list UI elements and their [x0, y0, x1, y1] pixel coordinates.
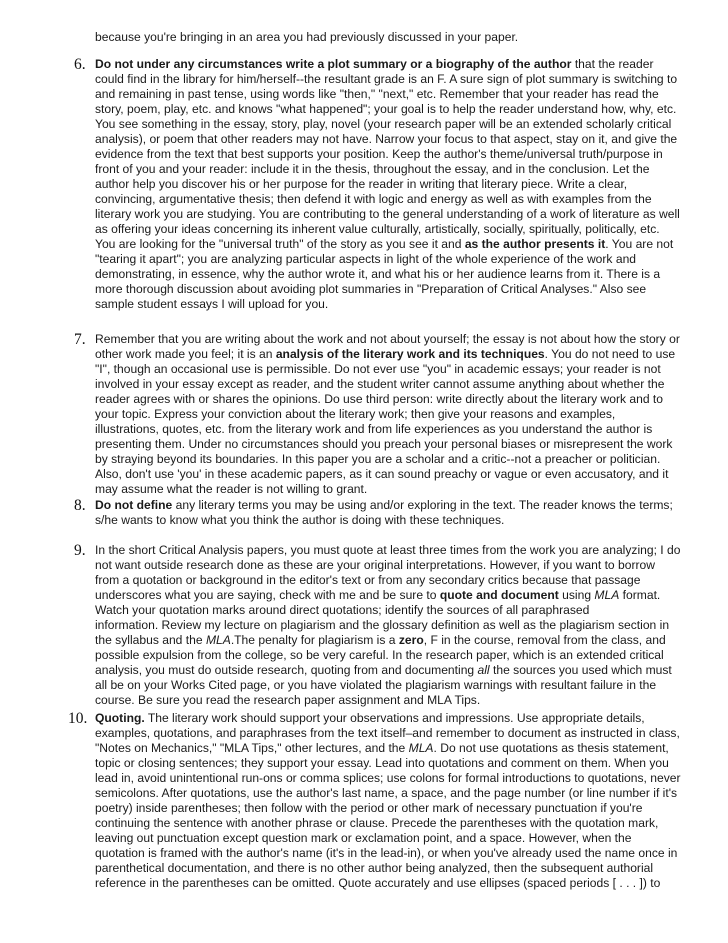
text-line — [95, 618, 685, 633]
text-line — [95, 801, 685, 816]
text-run: In the short Critical Analysis papers, you must quote at least three times from the work you are analyzing; I do — [95, 543, 681, 557]
text-run: s/he wants to know what you think the author is doing with these techniques. — [95, 513, 505, 527]
text-run: possible expulsion from the college, so be very careful. In the research paper, which is an extended critical — [95, 648, 664, 662]
text-line — [95, 347, 685, 362]
text-line — [95, 771, 685, 786]
text-line — [95, 603, 685, 618]
text-run: all be on your Works Cited page, or you have violated the plagiarism warnings with resultant failure in the — [95, 678, 657, 692]
item-number: 7. — [74, 331, 86, 348]
bold-text: Do not under any circumstances write a plot summary or a biography of the author — [95, 57, 572, 71]
text-line — [95, 648, 685, 663]
text-run: . You do not need to use — [544, 347, 676, 361]
text-line — [95, 72, 685, 87]
text-run: format. — [619, 588, 661, 602]
text-run: . You are not — [605, 237, 674, 251]
text-run: analysis), or poem that other readers may not have. Narrow your focus to that aspect, stay on it, and give the — [95, 132, 678, 146]
text-run: reference in the parentheses can be omitted. Quote accurately and use ellipses (spaced periods [ . . . ]) to — [95, 876, 661, 890]
text-line — [95, 87, 685, 102]
text-run: analysis, you must do outside research, quoting from and documenting — [95, 663, 478, 677]
item-body — [95, 498, 685, 528]
text-run: story, poem, play, etc. and knows "what happened"; your goal is to help the reader understand how, why, etc. — [95, 102, 677, 116]
text-line — [95, 362, 685, 377]
text-line — [95, 861, 685, 876]
text-line — [95, 162, 685, 177]
item-body — [95, 543, 685, 708]
text-line — [95, 252, 685, 267]
text-line — [95, 498, 685, 513]
text-line — [95, 786, 685, 801]
text-line — [95, 437, 685, 452]
text-run: topic or closing sentences; they support your essay. Lead into quotations and comment on them. When you — [95, 756, 669, 770]
text-run: leaving out punctuation except question mark or exclamation point, and a space. However, when the — [95, 831, 632, 845]
text-line — [95, 297, 685, 312]
text-line — [95, 102, 685, 117]
text-run: examples, quotations, and paraphrases from the text itself–and remember to document as instructed in class, — [95, 726, 680, 740]
text-line — [95, 482, 685, 497]
text-line — [95, 222, 685, 237]
text-run: illustrations, quotes, etc. from the literary work and from life experiences as you understand the author is — [95, 422, 653, 436]
text-run: parenthetical documentation, and there is no other author being analyzed, then the subsequent authorial — [95, 861, 654, 875]
item-number: 10. — [68, 710, 88, 727]
text-run: as offering your ideas concerning its inherent value culturally, artistically, socially, spiritually, politically, etc. — [95, 222, 660, 236]
text-run: You are looking for the "universal truth" of the story as you see it and — [95, 237, 465, 251]
text-line — [95, 377, 685, 392]
text-run: sample student essays I will upload for you. — [95, 297, 329, 311]
text-line — [95, 573, 685, 588]
text-line — [95, 147, 685, 162]
bold-text: Do not define — [95, 498, 173, 512]
item-body — [95, 332, 685, 497]
text-run: and remaining in past tense, using words like "then," "next," etc. Remember that your reader has read the — [95, 87, 659, 101]
text-run: semicolons. After quotations, use the author's last name, a space, and the page number (or line number if it's — [95, 786, 678, 800]
text-line — [95, 513, 685, 528]
text-line — [95, 207, 685, 222]
text-run: by straying beyond its boundaries. In this paper you are a scholar and a critic--not a preacher or politician. — [95, 452, 661, 466]
italic-text: MLA — [408, 741, 434, 755]
text-line — [95, 711, 685, 726]
text-line — [95, 831, 685, 846]
text-line — [95, 57, 685, 72]
text-line — [95, 756, 685, 771]
text-run: You see something in the essay, story, play, novel (your research paper will be an extended scholarly critical — [95, 117, 672, 131]
text-line — [95, 741, 685, 756]
text-line — [95, 422, 685, 437]
bold-text: Quoting. — [95, 711, 145, 725]
text-run: literary work you are studying. You are contributing to the general understanding of a work of literature as well — [95, 207, 680, 221]
italic-text: all — [477, 663, 490, 677]
text-line — [95, 467, 685, 482]
text-run: underscores what you are saying, check with me and be sure to — [95, 588, 440, 602]
text-run: quotation is framed with the author's name (it's in the lead-in), or when you've already used the name once in — [95, 846, 678, 860]
text-run: the syllabus and the — [95, 633, 206, 647]
bold-text: as the author presents it — [464, 237, 606, 251]
text-run: other work made you feel; it is an — [95, 347, 276, 361]
text-line: because you're bringing in an area you had previously discussed in your paper. — [95, 30, 519, 44]
text-run: .The penalty for plagiarism is a — [230, 633, 399, 647]
intro-paragraph — [95, 30, 685, 45]
text-line — [95, 726, 685, 741]
text-run: the sources you used which must — [489, 663, 672, 677]
text-run: continuing the sentence with another phrase or clause. Precede the parentheses with the quotation mark, — [95, 816, 659, 830]
italic-text: MLA — [594, 588, 620, 602]
text-run: convincing, argumentative thesis; then defend it with logic and energy as well as with examples from the — [95, 192, 652, 206]
text-run: any literary terms you may be using and/or exploring in the text. The reader knows the terms; — [172, 498, 673, 512]
text-run: reader agrees with or shares the opinions. Do use third person: write directly about the literary work and to — [95, 392, 664, 406]
text-run: Watch your quotation marks around direct quotations; identify the sources of all paraphrased — [95, 603, 590, 617]
text-line — [95, 132, 685, 147]
text-run: could find in the library for him/herself--the resultant grade is an F. A sure sign of plot summary is switching to — [95, 72, 678, 86]
bold-text: quote and document — [439, 588, 559, 602]
text-run: information. Review my lecture on plagiarism and the glossary definition as well as the plagiarism section in — [95, 618, 670, 632]
italic-text: MLA — [205, 633, 231, 647]
text-run: evidence from the text that best supports your position. Keep the author's theme/universal truth/purpose in — [95, 147, 663, 161]
text-line — [95, 392, 685, 407]
text-run: "tearing it apart"; you are analyzing particular aspects in light of the whole experience of the work and — [95, 252, 637, 266]
text-run: may assume what the reader is not willing to grant. — [95, 482, 368, 496]
text-run: not want outside research done as these are your original interpretations. However, if you want to borrow — [95, 558, 655, 572]
text-line — [95, 177, 685, 192]
text-run: demonstrating, in essence, why the author wrote it, and what his or her audience learns from it. There is a — [95, 267, 661, 281]
text-run: "Notes on Mechanics," "MLA Tips," other lectures, and the — [95, 741, 409, 755]
text-line — [95, 678, 685, 693]
text-run: Also, don't use 'you' in these academic papers, as it can sound preachy or vague or even accusatory, and it — [95, 467, 669, 481]
text-run: involved in your essay except as reader, and the student writer cannot assume anything about whether the — [95, 377, 665, 391]
text-run: "I", though an occasional use is permissible. Do not ever use "you" in academic essays; your reader is not — [95, 362, 661, 376]
text-run: more thorough discussion about avoiding plot summaries in "Preparation of Critical Analyses." Also see — [95, 282, 647, 296]
text-run: poetry) inside parentheses; then follow with the period or other mark of necessary punctuation if you're — [95, 801, 643, 815]
text-line — [95, 267, 685, 282]
bold-text: zero — [398, 633, 424, 647]
text-line — [95, 407, 685, 422]
text-run: presenting them. Under no circumstances should you preach your personal biases or misrepresent the work — [95, 437, 673, 451]
text-run: The literary work should support your observations and impressions. Use appropriate details, — [144, 711, 645, 725]
item-body — [95, 57, 685, 312]
text-run: your topic. Express your conviction about the literary work; then give your reasons and examples, — [95, 407, 616, 421]
text-line — [95, 876, 685, 891]
bold-text: analysis of the literary work and its techniques — [275, 347, 545, 361]
text-line — [95, 846, 685, 861]
text-line — [95, 452, 685, 467]
text-line — [95, 693, 685, 708]
text-run: lead in, avoid unintentional run-ons or comma splices; use colons for formal introductions to quotations, never — [95, 771, 681, 785]
item-body — [95, 711, 685, 891]
text-run: that the reader — [571, 57, 654, 71]
text-line — [95, 588, 685, 603]
text-line — [95, 558, 685, 573]
text-line — [95, 332, 685, 347]
item-number: 8. — [74, 497, 86, 514]
text-run: author help you discover his or her purpose for the reader in writing that literary piece. Write a clear, — [95, 177, 628, 191]
text-line — [95, 543, 685, 558]
text-line — [95, 633, 685, 648]
text-line — [95, 663, 685, 678]
text-line — [95, 192, 685, 207]
item-number: 6. — [74, 56, 86, 73]
text-run: . Do not use quotations as thesis statement, — [433, 741, 669, 755]
text-line — [95, 816, 685, 831]
text-run: front of you and your reader: include it in the thesis, throughout the essay, and in the conclusion. Let the — [95, 162, 650, 176]
text-line — [95, 237, 685, 252]
text-run: course. Be sure you read the research paper assignment and MLA Tips. — [95, 693, 481, 707]
text-line — [95, 117, 685, 132]
text-run: Remember that you are writing about the work and not about yourself; the essay is not about how the story or — [95, 332, 680, 346]
text-run: using — [558, 588, 595, 602]
text-line — [95, 282, 685, 297]
item-number: 9. — [74, 542, 86, 559]
text-run: from a quotation or background in the editor's text or from any secondary critics because that passage — [95, 573, 641, 587]
text-run: , F in the course, removal from the class, and — [423, 633, 666, 647]
